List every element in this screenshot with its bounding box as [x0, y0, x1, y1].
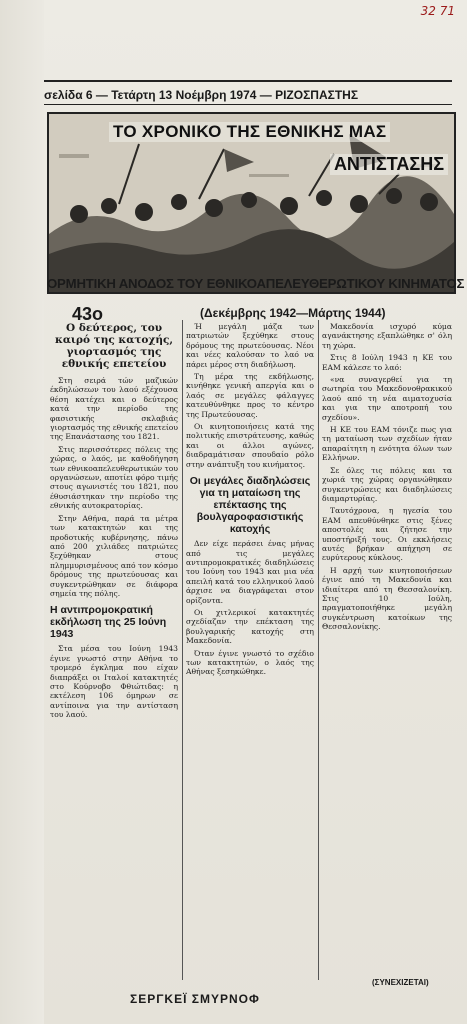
paragraph: Σε όλες τις πόλεις και τα χωριά της χώρας οργανώθηκαν συγκεντρώσεις και διαδηλώσεις διαμαρτυρίας.: [322, 465, 452, 503]
paragraph: Οι κινητοποιήσεις κατά της πολιτικής επιστράτευσης, καθώς και οι άλλοι αγώνες, διαδραμάτισαν σπουδαίο ρόλο στην ανάπτυξη του κινήματος.: [186, 422, 314, 469]
running-head-text: σελίδα 6 — Τετάρτη 13 Νοέμβρη 1974 — ΡΙΖΟΣΠΑΣΤΗΣ: [44, 88, 359, 102]
paragraph: Στις περισσότερες πόλεις της χώρας, ο λαός, με καθοδήγηση των εθνικοαπελευθερωτικών του οργανώσεων, αποτίει φόρο τιμής στους αγωνιστές του 1821, που έθυσιάστηκαν την περίοδο της εθνικής αυτοκρατορίας.: [50, 444, 178, 511]
paragraph: Ταυτόχρονα, η ηγεσία του ΕΑΜ απευθύνθηκε στις ξένες αποστολές και ζήτησε την υποστήριξή τους. Οι εκκλήσεις αυτές βρήκαν απήχηση σε ευρύτερους κύκλους.: [322, 506, 452, 563]
banner-title: ΤΟ ΧΡΟΝΙΚΟ ΤΗΣ ΕΘΝΙΚΗΣ ΜΑΣ: [109, 122, 390, 142]
episode-number: 43ο: [72, 304, 104, 324]
article-column-2: [186, 322, 314, 680]
paragraph: Ή μεγάλη μάζα των πατριωτών ξεχύθηκε στους δρόμους της πρωτεύουσας. Νέοι και νέες καλούσαν το λαό να πάρει μέρος στη διαδήλωση.: [186, 322, 314, 369]
page-fold: [0, 0, 44, 1024]
paragraph: Στα μέσα του Ιούνη 1943 έγινε γνωστό στην Αθήνα το τρομερό έγκλημα που είχαν διαπράξει οι Ιταλοί κατακτητές στο Κούρνοβο Φθιώτιδας: η εκτέλεση 106 όμηρων σε αντίποινα για την αντίσταση του λαού.: [50, 644, 178, 720]
subheading: Η αντιπρομοκρατική εκδήλωση της 25 Ιούνη 1943: [50, 604, 167, 641]
paragraph: «να συναγερθεί για τη σωτηρία του Μακεδονοθρακικού λαού από τη νέα αιματοχυσία και για την αποτροπή του σχεδίου».: [322, 375, 452, 422]
article-column-1: [50, 322, 178, 723]
paragraph: Δεν είχε περάσει ένας μήνας από τις μεγάλες αντιπρομοκρατικές διαδηλώσεις του Ιούνη του 1943 και μια νέα απειλή κατά του ελληνικού λαού άρχισε να διαγράφεται στον ορίζοντα.: [186, 539, 314, 605]
top-rule: [44, 80, 452, 82]
paragraph: Τη μέρα της εκδήλωσης, κινήθηκε γενική απεργία και ο λαός σε μεγάλες φάλαγγες κατευθύνθηκε προς το κέντρο της Πρωτεύουσας.: [186, 372, 314, 419]
column-divider: [182, 320, 183, 980]
article-headline: ΟΡΜΗΤΙΚΗ ΑΝΟΔΟΣ ΤΟΥ ΕΘΝΙΚΟΑΠΕΛΕΥΘΕΡΩΤΙΚΟΥ ΚΙΝΗΜΑΤΟΣ: [47, 276, 465, 291]
paragraph: Μακεδονία ισχυρό κύμα αγανάκτησης εξαπλώθηκε σ' όλη τη χώρα.: [322, 322, 452, 350]
bottom-rule: [44, 104, 452, 105]
paragraph: Η ΚΕ του ΕΑΜ τόνιζε πως για τη ματαίωση των σχεδίων ήταν απαραίτητη η ενότητα όλων των Ελλήνων.: [322, 425, 452, 463]
paragraph: Στην Αθήνα, παρά τα μέτρα των κατακτητών και της προδοτικής κυβέρνησης, πάνω από 200 χιλιάδες πατριώτες ξεχύθηκαν στους πλημμυρισμένους από τον κόσμο δρόμους της πρωτεύουσας και συγκεντρώθηκαν σε διάφορα σημεία της πόλης.: [50, 513, 178, 598]
continued-note: (ΣΥΝΕΧΙΖΕΤΑΙ): [372, 978, 429, 987]
column-divider: [318, 320, 319, 980]
author-byline: ΣΕΡΓΚΕΪ ΣΜΥΡΝΟΦ: [130, 992, 260, 1006]
section-lead: Ο δεύτερος, του καιρό της κατοχής, γιορτασμός της εθνικής επετείου: [54, 322, 174, 370]
subheading: Οι μεγάλες διαδηλώσεις για τη ματαίωση της επέκτασης της βουλγαροφασιστικής κατοχής: [189, 475, 311, 536]
paragraph: Στη σειρά τών μαζικών έκδηλώσεων του λαού εξέχουσα θέση κατέχει και ο δεύτερος κατά την περίοδο της φασιστικής σκλαβιάς γιορτασμός της εθνικής επετείου της Επανάστασης του 1821.: [50, 376, 178, 442]
banner-subtitle: ΑΝΤΙΣΤΑΣΗΣ: [330, 154, 448, 175]
paragraph: Η αρχή των κινητοποιήσεων έγινε από τη Μακεδονία και ιδιαίτερα από τη Θεσσαλονίκη. Στις 10 Ιούλη, πραγματοποιήθηκε μεγάλη συγκέντρωση κατοίκων της Θεσσαλονίκης.: [322, 565, 452, 632]
running-head: [44, 88, 452, 102]
date-range: (Δεκέμβρης 1942—Μάρτης 1944): [200, 306, 386, 320]
article-column-3: [322, 322, 452, 635]
paragraph: Στις 8 Ιούλη 1943 η ΚΕ του ΕΑΜ κάλεσε το λαό:: [322, 353, 452, 372]
paragraph: Οι χιτλερικοί κατακτητές σχεδίαζαν την επέκταση της βουλγαρικής κατοχής στη Μακεδονία.: [186, 607, 314, 646]
illustration-banner: [47, 112, 465, 294]
paragraph: Όταν έγινε γνωστό το σχέδιο των κατακτητών, ο λαός της Αθήνας ξεσηκώθηκε.: [186, 648, 314, 677]
handwritten-note: 32 71: [420, 4, 455, 18]
